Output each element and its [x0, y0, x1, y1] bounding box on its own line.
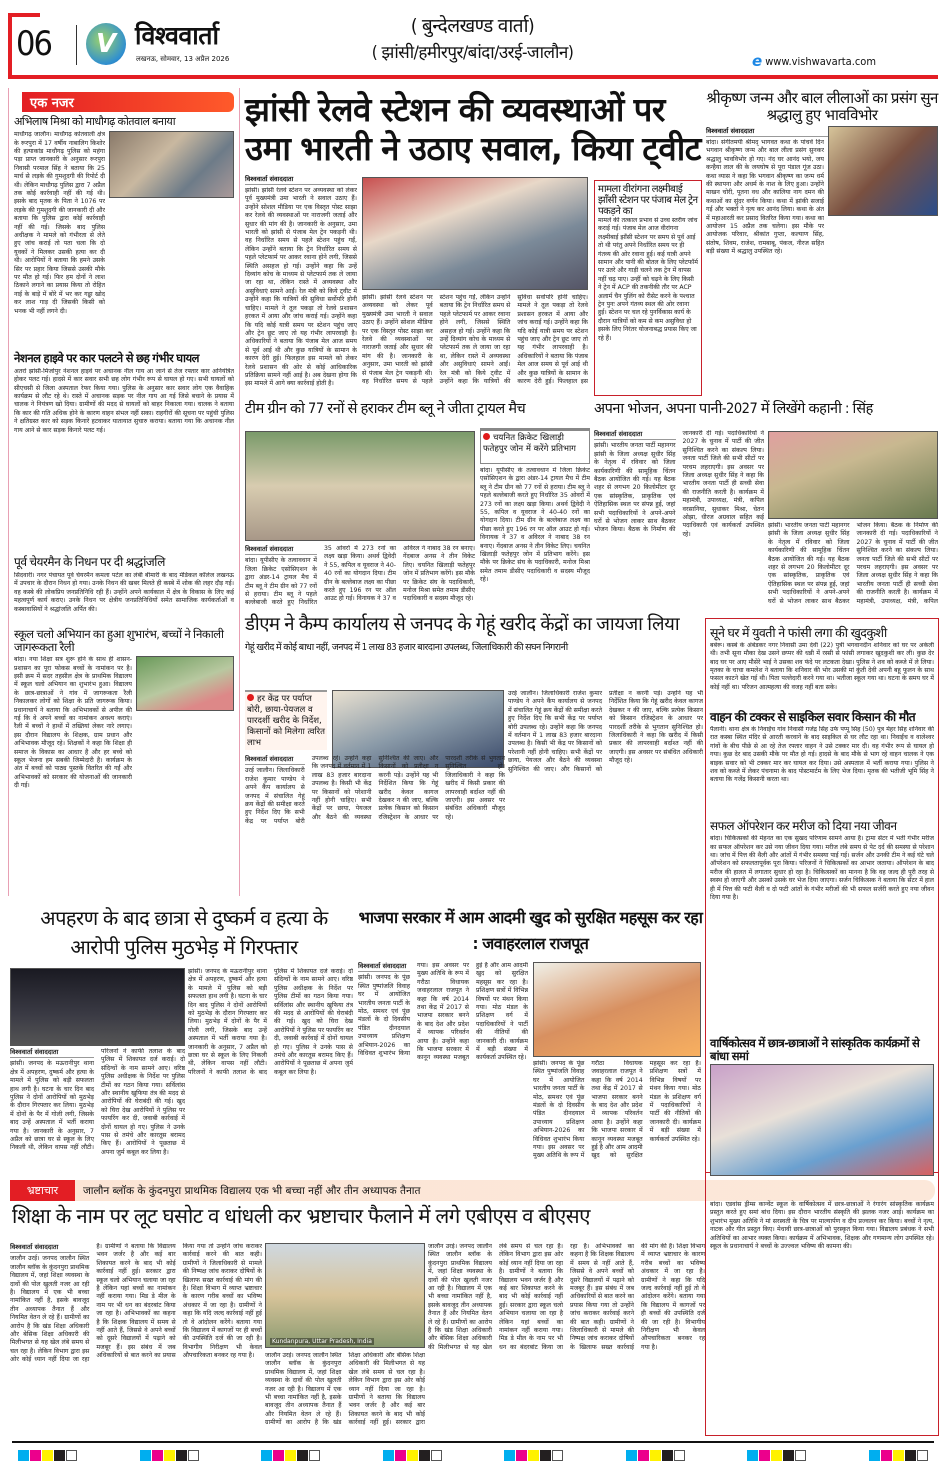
cricket-text-right: बांदा। यूपीसीए के तत्वावधान में जिला क्रिकेट एसोसिएशन के द्वारा अंडर-14 ट्रायल मैच में टीम ब्लू ने टीम ग्रीन को 77 रनों से हराया। टीम ब्लू ने पहले बल्लेबाजी करते हुए निर्धारित 35 ओवरों में 273 रनों का लक्ष्य खड़ा किया। अथर्व द्विवेदी ने 55, कपिल व यूवराज ने 40-40 रनों का योगदान दिया। टीम ग्रीन के बल्लेबाज लक्ष्य का पीछा करते हुए 196 रन पर ऑल आउट हो गई। विनायक ने 37 व अविरल ने नाबाद 38 रन बनाए। गेंदबाज अनस ने तीन विकेट लिए। चयनित खिलाड़ी फतेहपुर जोन में प्रतिभाग करेंगे। इस मौके पर क्रिकेट संघ के पदाधिकारी, मनोज मिश्रा समेत तमाम डीसीए पदाधिकारी व सदस्य मौजूद रहे। — [480, 467, 590, 584]
website-link[interactable]: e www.vishwavarta.com — [752, 52, 876, 70]
dm-headline: डीएम ने कैम्प कार्यालय से जनपद के गेहूं खरीद केंद्रों का जायजा लिया — [245, 614, 680, 635]
section-banner: एक नजर — [22, 92, 234, 112]
article-body: सिंदवारी। नगर पंचायत पूर्व चेयरमैन कमला पटेल का लंबी बीमारी के बाद मेडिकल कॉलेज लखनऊ में उपचार के दौरान निधन हो गया। उनके निधन की खबर मिलते ही कस्बे में शोक की लहर दौड़ गई। वह कस्बे की लोकप्रिय जनप्रतिनिधि रही हैं। उन्होंने अपने कार्यकाल में क्षेत्र के विकास के लिए कई महत्वपूर्ण कार्य कराए। उनके निधन पर क्षेत्रीय जनप्रतिनिधियों समेत सामाजिक कार्यकर्ताओं व कस्बावासियों ने श्रद्धांजलि अर्पित की। — [14, 571, 234, 613]
school-photo: Kundanpura, Uttar Pradesh, India — [265, 1243, 425, 1348]
divider — [76, 25, 77, 65]
browser-icon: e — [752, 52, 763, 70]
paper-name: विश्ववार्ता — [135, 21, 219, 50]
headline: अभिलाष मिश्रा को माधौगढ़ कोतवाल बनाया — [14, 115, 176, 128]
rally-photo — [136, 656, 234, 711]
article-body: बांदा। नया शिक्षा सत्र शुरू होने के साथ ही शासन-प्रशासन का पूरा फोकस बच्चों के नामांकन पर है। इसी क्रम में सदर तहसील क्षेत्र के प्राथमिक विद्यालय में स्कूल चलो अभियान का शुभारंभ हुआ। विद्यालय के छात्र-छात्राओं ने गांव में जागरूकता रैली निकालकर लोगों को शिक्षा के प्रति जागरूक किया। प्रधानाचार्य ने बताया कि अभिभावकों से अपील की गई कि वे अपने बच्चों का नामांकन अवश्य कराएं। रैली में बच्चों ने हाथों में तख्तियां लेकर नारे लगाए। इस दौरान विद्यालय के शिक्षक, ग्राम प्रधान और अभिभावक मौजूद रहे। शिक्षकों ने कहा कि शिक्षा ही समाज के विकास का आधार है और हर बच्चे को स्कूल भेजना हम सबकी जिम्मेदारी है। कार्यक्रम के अंत में बच्चों को पाठ्य पुस्तकें वितरित की गईं और अभिभावकों को सरकार की योजनाओं की जानकारी दी गई। — [14, 656, 132, 790]
color-marks — [261, 1450, 320, 1461]
apaharan-headline: अपहरण के बाद छात्रा से दुष्कर्म व हत्या के आरोपी पुलिस मुठभेड़ में गिरफ्तार — [40, 906, 328, 959]
left-column — [8, 88, 240, 896]
category-tag: भ्रष्टाचार — [10, 1180, 75, 1201]
header-rule — [8, 75, 938, 79]
cricket-highlight-box: चयनित क्रिकेट खिलाड़ी फतेहपुर जोन में करेंगे प्रतिभाग — [480, 428, 590, 464]
bhojan-article: विश्ववार्ता संवाददाता झांसी। भारतीय जनता पार्टी महानगर झांसी के जिला अध्यक्ष सुधीर सिंह के नेतृत्व में रविवार को जिला कार्यकारिणी की सामूहिक चिंतन बैठक आयोजित की गई। यह बैठक शहर से लगभग 20 किलोमीटर दूर एक सांस्कृतिक, प्राकृतिक एवं ऐतिहासिक स्थल पर संपन्न हुई, जहां सभी पदाधिकारियों ने अपने-अपने घरों से भोजन लाकर साथ बैठकर भोजन किया। बैठक के निर्माण की जानकारी दी गई। पदाधिकारियों ने 2027 के चुनाव में पार्टी की जीत सुनिश्चित करने का संकल्प लिया। जनता पार्टी जिले की सभी सीटों पर परचम लहराएगी। इस अवसर पर जिला अध्यक्ष सुधीर सिंह ने कहा कि भारतीय जनता पार्टी ही सच्ची सेवा की राजनीति करती है। कार्यक्रम में महामंत्री, उपाध्यक्ष, मंत्री, कपिल वरसानिया, सुधाकर मिश्रा, चेतन ओझा, धीरज अग्रवाल सहित कई पदाधिकारी एवं कार्यकर्ता उपस्थित रहे। — [594, 430, 764, 538]
corruption-kicker-bar: भ्रष्टाचार जालौन ब्लॉक के कुंदनपुरा प्राथमिक विद्यालय एक भी बच्चा नहीं और तीन अध्यापक तैनात — [10, 1180, 935, 1201]
color-marks — [747, 1450, 806, 1461]
edition-title: ( बुन्देलखण्ड वार्ता) — [410, 15, 535, 37]
apaharan-article-right: झांसी। जनपद के मऊरानीपुर थाना क्षेत्र में अपहरण, दुष्कर्म और हत्या के मामले में पुलिस को बड़ी सफलता हाथ लगी है। घटना के चार दिन बाद पुलिस ने दोनों आरोपियों को मुठभेड़ के दौरान गिरफ्तार कर लिया। मुठभेड़ में दोनों के पैर में गोली लगी, जिसके बाद उन्हें अस्पताल में भर्ती कराया गया है। जानकारी के अनुसार, 7 अप्रैल को छात्रा घर से स्कूल के लिए निकली थी, लेकिन वापस नहीं लौटी। परिजनों ने काफी तलाश के बाद पुलिस में शिकायत दर्ज कराई। दो संदिग्धों के नाम सामने आए। वरिष्ठ पुलिस अधीक्षक के निर्देश पर पुलिस टीमों का गठन किया गया। सर्विलांस और स्थानीय खुफिया तंत्र की मदद से आरोपियों की घेराबंदी की गई। खुद को घिरा देख आरोपियों ने पुलिस पर फायरिंग कर दी, जवाबी कार्रवाई में दोनों घायल हो गए। पुलिस ने उनके पास से तमंचे और कारतूस बरामद किए हैं। आरोपियों ने पूछताछ में अपना जुर्म कबूल कर लिया है। — [188, 968, 353, 1076]
bjp-article: विश्ववार्ता संवाददाता झांसी। जनपद के पूंछ स्थित पुष्पांजलि विवाह घर में आयोजित भारतीय जनता पार्टी के मोठ, समथर एवं पूंछ मंडलों के दो दिवसीय पंडित दीनदयाल उपाध्याय प्रशिक्षण अभियान-2026 का विधिवत शुभारंभ किया गया। इस अवसर पर मुख्य अतिथि के रूप में गरौठा विधायक जवाहरलाल राजपूत ने कहा कि वर्ष 2014 तथा केंद्र में 2017 से भाजपा सरकार बनने के बाद देश और प्रदेश में व्यापक परिवर्तन आया है। उन्होंने कहा कि भाजपा सरकार में कानून व्यवस्था मजबूत हुई है और आम आदमी खुद को सुरक्षित महसूस कर रहा है। प्रशिक्षण सत्रों में विभिन्न विषयों पर मंथन किया गया। मोठ मंडल के प्रशिक्षण वर्ग में पदाधिकारियों ने पार्टी की नीतियों की जानकारी दी। कार्यक्रम में बड़ी संख्या में कार्यकर्ता उपस्थित रहे। — [358, 962, 528, 1062]
cricket-photo — [245, 431, 475, 541]
bottom-rule — [12, 1441, 934, 1443]
bhagwat-katha-photo — [828, 126, 938, 216]
headline: नेशनल हाइवे पर कार पलटने से छह गंभीर घायल — [14, 351, 199, 366]
dm-subheadline: गेहूं खरीद में कोई बाधा नहीं, जनपद में 1 लाख 83 हजार बारदाना उपलब्ध, जिलाधिकारी की सघन निगरानी — [245, 642, 568, 653]
arrest-photo — [10, 968, 185, 1046]
train-photo — [362, 177, 588, 290]
krishna-story: श्रीकृष्ण जन्म और बाल लीलाओं का प्रसंग सुन श्रद्धालु हुए भावविभोर विश्ववार्ता संवाददाता बांदा। संगीतमयी श्रीमद् भागवत कथा के पांचवें दिन भगवान श्रीकृष्ण जन्म और बाल लीला प्रसंग सुनकर श्रद्धालु भावविभोर हो गए। नंद घर आनंद भयो, जय कन्हैया लाल की के जयघोष से पूरा पंडाल गूंज उठा। कथा व्यास ने कहा कि भगवान श्रीकृष्ण का जन्म धर्म की स्थापना और अधर्म के नाश के लिए हुआ। उन्होंने माखन चोरी, पूतना वध और कालिया नाग दमन की कथाओं का सुंदर वर्णन किया। कथा में झांकी सजाई गई और भक्तों ने नृत्य कर आनंद लिया। कथा के अंत में महाआरती कर प्रसाद वितरित किया गया। कथा का आयोजन 15 अप्रैल तक चलेगा। इस मौके पर आयोजक परिवार, श्रीकांत गुप्ता, कल्याण सिंह, संतोष, शिवम, राजेश, रामबाबू, पंकज, नीरज सहित बड़ी संख्या में श्रद्धालु उपस्थित रहे। — [706, 89, 938, 256]
color-marks — [869, 1450, 928, 1461]
corruption-article-mid: जालौन उरई। जनपद जालौन स्थित जालौन ब्लॉक के कुंदनपुरा प्राथमिक विद्यालय में, जहां शिक्षा व्यवस्था के दावों की पोल खुलती नजर आ रही है। विद्यालय में एक भी बच्चा नामांकित नहीं है, इसके बावजूद तीन अध्यापक तैनात हैं और नियमित वेतन ले रहे हैं। ग्रामीणों का आरोप है कि खंड शिक्षा अधिकारी और बेसिक शिक्षा अधिकारी की मिलीभगत से यह खेल लंबे समय से चल रहा है। लेकिन विभाग द्वारा इस ओर कोई ध्यान नहीं दिया जा रहा है। ग्रामीणों ने बताया कि विद्यालय भवन जर्जर है और कई बार शिकायत करने के बाद भी कोई कार्रवाई नहीं हुई। सरकार द्वारा — [265, 1352, 425, 1427]
logo-icon: V — [86, 23, 126, 65]
edition-regions: ( झांसी/हमीरपुर/बांदा/उरई-जालौन) — [371, 43, 574, 63]
bullet-icon — [483, 433, 490, 440]
cricket-headline: टीम ग्रीन को 77 रनों से हराकर टीम ब्लू ने जीता ट्रायल मैच — [245, 401, 526, 417]
article-body: माधौगढ़ जालौन। माधौगढ़ कोतवाली क्षेत्र के रूरपुरा में 17 वर्षीय नाबालिग किशोर की हत्याकांड माधौगढ़ पुलिस को महंगा पड़ा प्राप्त जानकारी के अनुसार रूरपुरा निवासी परमाल सिंह ने बताया कि 25 मार्च से लड़के की गुमशुदगी की रिपोर्ट दी थी। लेकिन माधौगढ़ पुलिस द्वारा 7 अप्रैल तक कोई कार्रवाही नहीं की गई थी। इसके बाद मृतक के पिता ने 1076 पर लड़के की गुमशुदगी की जानकारी दी और बताया कि पुलिस द्वारा कोई कार्रवाही नहीं की गई। जिसके बाद पुलिस अधीक्षक ने मामले को गंभीरता से लेते हुए जांच कराई तो पता चला कि दो युवकों ने मिलकर उसकी हत्या कर दी थी। आरोपियों ने बताया कि हमने उसके सिर पर प्रहार किया जिससे उसकी मौके पर मौत हो गई। फिर हम दोनों ने लाश ठिकाने लगाने का प्रयास किया तो रोहित नाई के बाड़े में बोरे में भर कर गड्ढा खोद कर लाश गाड़ दी जिसकी किसी को भनक भी नहीं लगने दी। — [14, 131, 105, 315]
lead-sidebar-box: मामला वीरांगना लक्ष्मीबाई झाँसी स्टेशन पर पंजाब मेल ट्रेन पकड़ने का मामले की तत्काल प्रभाव से उच्च स्तरीय जांच कराई गई। पंजाब मेल आज वीरांगना लक्ष्मीबाई झाँसी स्टेशन पर समय से पूर्व आई तो थी परंतु अपने निर्धारित समय पर ही गंतव्य की ओर रवाना हुई। कई यात्री अपने सामान और पानी की बोतल के लिए प्लेटफॉर्म पर उतरे और गाड़ी चलने तक ट्रेन में वापस नहीं चढ़ पाए। उन्हीं को चढ़ने के लिए किसी ने ट्रेन में ACP की तकनीकी तौर पर ACP अलार्म चैन पुलिंग को रीसेट करने के पश्चात ट्रेन पुनः अपने गंतव्य स्थल की ओर रवाना हुई। स्टेशन पर चल रहे पुनर्विकास कार्य के दौरान यात्रियों को कम से कम असुविधा हो इसके लिए निरंतर योजनाबद्ध प्रयास किए जा रहे हैं। — [594, 180, 702, 396]
dm-highlight-box: हर केंद्र पर पर्याप्त बोरी, छाया-पेयजल व पारदर्शी खरीद के निर्देश, किसानों को मिलेगा त्वरित लाभ — [245, 690, 327, 750]
headline: स्कूल चलो अभियान का हुआ शुभारंभ, बच्चों ने निकाली जागरूकता रैली — [14, 626, 224, 654]
bhojan-article-cont: झांसी। भारतीय जनता पार्टी महानगर झांसी के जिला अध्यक्ष सुधीर सिंह के नेतृत्व में रविवार को जिला कार्यकारिणी की सामूहिक चिंतन बैठक आयोजित की गई। यह बैठक शहर से लगभग 20 किलोमीटर दूर एक सांस्कृतिक, प्राकृतिक एवं ऐतिहासिक स्थल पर संपन्न हुई, जहां सभी पदाधिकारियों ने अपने-अपने घरों से भोजन लाकर साथ बैठकर भोजन किया। बैठक के निर्माण की जानकारी दी गई। पदाधिकारियों ने 2027 के चुनाव में पार्टी की जीत सुनिश्चित करने का संकल्प लिया। जनता पार्टी जिले की सभी सीटों पर परचम लहराएगी। इस अवसर पर जिला अध्यक्ष सुधीर सिंह ने कहा कि भारतीय जनता पार्टी ही सच्ची सेवा की राजनीति करती है। कार्यक्रम में महामंत्री, उपाध्यक्ष, मंत्री, कपिल — [768, 522, 938, 605]
page-header — [0, 0, 945, 78]
meeting-photo — [768, 431, 938, 519]
color-marks — [383, 1450, 442, 1461]
lead-headline: झांसी रेलवे स्टेशन की व्यवस्थाओं पर उमा भारती ने उठाए सवाल, किया ट्वीट — [245, 90, 701, 168]
dm-article: विश्ववार्ता संवाददाता उरई जालौन। जिलाधिकारी राजेश कुमार पाण्डेय ने अपने कैंप कार्यालय से जनपद में संचालित गेहूं क्रय केंद्रों की समीक्षा करते हुए निर्देश दिए कि सभी केंद्र पर पर्याप्त बोरी उपलब्ध रहे। उन्होंने कहा कि जनपद में वर्तमान में 1 लाख 83 हजार बारदाना उपलब्ध है। किसी भी केंद्र पर किसानों को परेशानी नहीं होनी चाहिए। सभी केंद्रों पर छाया, पेयजल और बैठने की व्यवस्था सुनिश्चित की जाए। और किसानों को प्रतीक्षा न करनी पड़े। उन्होंने यह भी निर्देशित किया कि गेहूं खरीद केवल कागज देखकर न की जाए, बल्कि प्रत्येक किसान को किसान रजिस्ट्रेशन के आधार पर पारदर्शी तरीके से भुगतान सुनिश्चित हो। जिलाधिकारी ने कहा कि खरीद में किसी प्रकार की लापरवाही बर्दाश्त नहीं की जाएगी। इस अवसर पर संबंधित अधिकारी मौजूद रहे। — [245, 755, 505, 825]
annual-function-article: बांदा। एडवांस ड्रीम्स कान्वेंट स्कूल के वार्षिकोत्सव में छात्र-छात्राओं ने रंगारंग सांस्कृतिक कार्यक्रम प्रस्तुत करते हुए समां बांध दिया। इस दौरान भारतीय संस्कृति की झलक नजर आई। कार्यक्रम का शुभारंभ मुख्य अतिथि ने मां सरस्वती के चित्र पर माल्यार्पण व दीप प्रज्वलन कर किया। बच्चों ने नृत्य, नाटक और गीत प्रस्तुत किए। मेधावी छात्र-छात्राओं को पुरस्कृत किया गया। विद्यालय प्रबंधक ने सभी अतिथियों का आभार व्यक्त किया। कार्यक्रम में अभिभावक, शिक्षक और गणमान्य लोग उपस्थित रहे। स्कूल के प्रधानाचार्य ने बच्चों के उज्ज्वल भविष्य की कामना की। — [705, 1173, 939, 1436]
corruption-article: विश्ववार्ता संवाददाता जालौन उरई। जनपद जालौन स्थित जालौन ब्लॉक के कुंदनपुरा प्राथमिक विद्यालय में, जहां शिक्षा व्यवस्था के दावों की पोल खुलती नजर आ रही है। विद्यालय में एक भी बच्चा नामांकित नहीं है, इसके बावजूद तीन अध्यापक तैनात हैं और नियमित वेतन ले रहे हैं। ग्रामीणों का आरोप है कि खंड शिक्षा अधिकारी और बेसिक शिक्षा अधिकारी की मिलीभगत से यह खेल लंबे समय से चल रहा है। लेकिन विभाग द्वारा इस ओर कोई ध्यान नहीं दिया जा रहा है। ग्रामीणों ने बताया कि विद्यालय भवन जर्जर है और कई बार शिकायत करने के बाद भी कोई कार्रवाई नहीं हुई। सरकार द्वारा स्कूल चलो अभियान चलाया जा रहा है लेकिन यहां बच्चों का नामांकन नहीं कराया गया। मिड डे मील के नाम पर भी धन का बंदरबांट किया जा रहा है। अभिभावकों का कहना है कि शिक्षक विद्यालय में समय से नहीं आते हैं, जिससे वे अपने बच्चों को दूसरे विद्यालयों में पढ़ाने को मजबूर हैं। इस संबंध में जब अधिकारियों से बात करने का प्रयास किया गया तो उन्होंने जांच कराकर कार्रवाई करने की बात कही। ग्रामीणों ने जिलाधिकारी से मामले की निष्पक्ष जांच कराकर दोषियों के खिलाफ सख्त कार्रवाई की मांग की है। शिक्षा विभाग में व्याप्त भ्रष्टाचार के कारण गरीब बच्चों का भविष्य अंधकार में जा रहा है। ग्रामीणों ने कहा कि यदि जल्द कार्रवाई नहीं हुई तो वे आंदोलन करेंगे। बताया गया कि विद्यालय में कागजों पर ही बच्चों की उपस्थिति दर्ज की जा रही है। विभागीय निरीक्षण भी केवल औपचारिकता बनकर रह गया है। — [10, 1243, 262, 1364]
bullet-icon — [247, 694, 254, 701]
color-marks — [140, 1450, 199, 1461]
lead-article-cont: झांसी। झांसी रेलवे स्टेशन पर अव्यवस्था को लेकर पूर्व मुख्यमंत्री उमा भारती ने सवाल उठाए हैं। उन्होंने सोशल मीडिया पर एक विस्तृत पोस्ट साझा कर रेलवे की व्यवस्थाओं पर नाराजगी जताई और सुधार की मांग की है। जानकारी के अनुसार, उमा भारती को झांसी से पंजाब मेल ट्रेन पकड़नी थी। वह निर्धारित समय से पहले स्टेशन पहुंच गईं, लेकिन उन्होंने बताया कि ट्रेन निर्धारित समय से पहले प्लेटफार्म पर आकर रवाना होने लगी, जिससे स्थिति असहज हो गई। उन्होंने कहा कि उन्हें दिव्यांग कोच के माध्यम से प्लेटफार्म तक ले जाया जा रहा था, लेकिन रास्ते में अव्यवस्था और असुविधाएं सामने आईं। रेल मंत्री को किये ट्वीट में उन्होंने कहा कि यात्रियों की सुविधा सर्वोपरि होनी चाहिए। मामले ने तूल पकड़ा तो रेलवे प्रशासन हरकत में आया और जांच कराई गई। उन्होंने कहा कि यदि कोई यात्री समय पर स्टेशन पहुंच जाए और ट्रेन छूट जाए तो यह गंभीर लापरवाही है। अधिकारियों ने बताया कि पंजाब मेल आज समय से पूर्व आई थी और कुछ यात्रियों के सामान के कारण देरी हुई। फिलहाल इस — [362, 294, 588, 386]
lead-article: विश्ववार्ता संवाददाता झांसी। झांसी रेलवे स्टेशन पर अव्यवस्था को लेकर पूर्व मुख्यमंत्री उमा भारती ने सवाल उठाए हैं। उन्होंने सोशल मीडिया पर एक विस्तृत पोस्ट साझा कर रेलवे की व्यवस्थाओं पर नाराजगी जताई और सुधार की मांग की है। जानकारी के अनुसार, उमा भारती को झांसी से पंजाब मेल ट्रेन पकड़नी थी। वह निर्धारित समय से पहले स्टेशन पहुंच गईं, लेकिन उन्होंने बताया कि ट्रेन निर्धारित समय से पहले प्लेटफार्म पर आकर रवाना होने लगी, जिससे स्थिति असहज हो गई। उन्होंने कहा कि उन्हें दिव्यांग कोच के माध्यम से प्लेटफार्म तक ले जाया जा रहा था, लेकिन रास्ते में अव्यवस्था और असुविधाएं सामने आईं। रेल मंत्री को किये ट्वीट में उन्होंने कहा कि यात्रियों की सुविधा सर्वोपरि होनी चाहिए। मामले ने तूल पकड़ा तो रेलवे प्रशासन हरकत में आया और जांच कराई गई। उन्होंने कहा कि यदि कोई यात्री समय पर स्टेशन पहुंच जाए और ट्रेन छूट जाए तो यह गंभीर लापरवाही है। अधिकारियों ने बताया कि पंजाब मेल आज समय से पूर्व आई थी और कुछ यात्रियों के सामान के कारण देरी हुई। फिलहाल इस मामले को लेकर रेलवे प्रशासन की ओर से कोई आधिकारिक प्रतिक्रिया सामने नहीं आई है। अब देखना होगा कि इस मामले में आगे क्या कार्रवाई होती है। — [245, 175, 357, 388]
corruption-headline: शिक्षा के नाम पर लूट घसोट व धांधली कर भ्रष्टाचार फैलाने में लगे एबीएस व बीएसए — [12, 1204, 590, 1228]
color-marks — [18, 1450, 77, 1461]
right-news-column: सूने घर में युवती ने फांसी लगा की खुदकुशी बबेरू। कस्बे के अंबेडकर नगर निवासी उमा देवी (22) पुत्री भगवानदीन शनिवार को घर पर अकेली थी। तभी सूना मौका देख उसने छप्पर की धन्नी में रस्सी से फांसी लगाकर खुदकुशी कर ली। कुछ देर बाद घर पर आए मौसेरे भाई ने उसका शव फंदे पर लटकता देखा। पुलिस ने शव को कब्जे में ले लिया। मृतका के चाचा कमलेश ने बताया कि शनिवार की भोर उसकी मां कुंती देवी अपनी बहू फूलन के साथ फसल काटने खेत गई थी। पिता पल्लेदारी करने गया था। भतीजा स्कूल गया था। घटना के समय घर में कोई नहीं था। परिजन आत्महत्या की वजह नहीं बता सके। वाहन की टक्कर से साइकिल सवार किसान की मौत पैलानी। थाना क्षेत्र के निवाईंच गांव निवासी गजेंद्र सिंह उर्फ पप्पू सिंह (50) पुत्र मेहर सिंह शनिवार की रात कस्बा स्थित मंदिर से आरती करवाने के बाद साइकिल से घर लौट रहा था। निवाईंच व वालेश्वर गांवों के बीच पीछे से आ रहे तेज रफ्तार वाहन ने उसे टक्कर मार दी। वह गंभीर रूप से घायल हो गया। कुछ देर बाद उसकी मौके पर मौत हो गई। हादसे के बाद मौके से भाग रहे वाहन चालक ने एक बाइक सवार को भी टक्कर मार कर घायल कर दिया। उसे अस्पताल में भर्ती कराया गया। पुलिस ने शव को कब्जे में लेकर पंचनामा के बाद पोस्टमार्टम के लिए भेज दिया। मृतक की भतीजी भूमि सिंह ने बताया कि गजेंद्र किसानी करता था। सफल ऑपरेशन कर मरीज को दिया नया जीवन बांदा। चिकित्सकों की मेहनत का एक सुखद परिणाम सामने आया है। ट्रामा सेंटर में भर्ती गंभीर मरीज का सफल ऑपरेशन कर उसे नया जीवन दिया गया। मरीज लंबे समय से पेट दर्द की समस्या से परेशान था। जांच में पित्त की थैली और आंतों में गंभीर समस्या पाई गई। सर्जन और उनकी टीम ने कई घंटे चले ऑपरेशन को सफलतापूर्वक पूरा किया। परिजनों ने चिकित्सकों का आभार जताया। ऑपरेशन के बाद मरीज की हालत में लगातार सुधार हो रहा है। चिकित्सकों का मानना है कि वह जल्द ही पूरी तरह से स्वस्थ हो जाएगी और उसको उसके घर भेज दिया जाएगा। सर्जन चिकित्सक ने बताया कि सेंटर में हाल ही में पित्त की फटी थैली व दो फटी आंतों के गंभीर मरीजों की भी सफल सर्जरी करते हुए नया जीवन दिया गया है। वार्षिकोत्सव में छात्र-छात्राओं ने सांस्कृतिक कार्यक्रमों से बांधा समां — [705, 618, 939, 1173]
dm-article-right: उरई जालौन। जिलाधिकारी राजेश कुमार पाण्डेय ने अपने कैंप कार्यालय से जनपद में संचालित गेहूं क्रय केंद्रों की समीक्षा करते हुए निर्देश दिए कि सभी केंद्र पर पर्याप्त बोरी उपलब्ध रहे। उन्होंने कहा कि जनपद में वर्तमान में 1 लाख 83 हजार बारदाना उपलब्ध है। किसी भी केंद्र पर किसानों को परेशानी नहीं होनी चाहिए। सभी केंद्रों पर छाया, पेयजल और बैठने की व्यवस्था सुनिश्चित की जाए। और किसानों को प्रतीक्षा न करनी पड़े। उन्होंने यह भी निर्देशित किया कि गेहूं खरीद केवल कागज देखकर न की जाए, बल्कि प्रत्येक किसान को किसान रजिस्ट्रेशन के आधार पर पारदर्शी तरीके से भुगतान सुनिश्चित हो। जिलाधिकारी ने कहा कि खरीद में किसी प्रकार की लापरवाही बर्दाश्त नहीं की जाएगी। इस अवसर पर संबंधित अधिकारी मौजूद रहे। — [508, 690, 703, 773]
dateline: लखनऊ, सोमवार, 13 अप्रैल 2026 — [136, 55, 230, 63]
bhojan-headline: अपना भोजन, अपना पानी-2027 में लिखेंगे कहानी : सिंह — [594, 401, 873, 417]
article-body: अतर्रा झांसी-मिर्जापुर नेशनल हाइवे पर अचानक नील गाय आ जाने से तेज रफ्तार कार अनियंत्रित होकर पलट गई। हादसे में कार सवार सभी छह लोग गंभीर रूप से घायल हो गए। सभी घायलों को सीएचसी से जिला अस्पताल रेफर किया गया। पुलिस के अनुसार कार सवार लोग एक वैवाहिक कार्यक्रम से लौट रहे थे। रास्ते में अचानक सड़क पर नील गाय आ गई जिसे बचाने के प्रयास में चालक ने नियंत्रण खो दिया। ग्रामीणों की मदद से घायलों को बाहर निकाला गया। चालक ने बताया कि कार की गति अधिक होने के कारण वाहन संभल नहीं सका। राहगीरों की सूचना पर पहुंची पुलिस ने क्षतिग्रस्त कार को सड़क किनारे हटवाकर यातायात सुचारु कराया। बताया गया कि अचानक नील गाय आने से कार सड़क किनारे पलट गई। — [14, 367, 234, 434]
color-registration-strip — [18, 1450, 928, 1461]
bjp-headline: भाजपा सरकार में आम आदमी खुद को सुरक्षित महसूस कर रहा : जवाहरलाल राजपूत — [358, 908, 703, 953]
police-photo — [109, 131, 234, 198]
page-number: 06 — [16, 24, 51, 64]
annual-function-photo — [710, 1064, 934, 1176]
cricket-article: विश्ववार्ता संवाददाता बांदा। यूपीसीए के तत्वावधान में जिला क्रिकेट एसोसिएशन के द्वारा अंडर-14 ट्रायल मैच में टीम ब्लू ने टीम ग्रीन को 77 रनों से हराया। टीम ब्लू ने पहले बल्लेबाजी करते हुए निर्धारित 35 ओवरों में 273 रनों का लक्ष्य खड़ा किया। अथर्व द्विवेदी ने 55, कपिल व यूवराज ने 40-40 रनों का योगदान दिया। टीम ग्रीन के बल्लेबाज लक्ष्य का पीछा करते हुए 196 रन पर ऑल आउट हो गई। विनायक ने 37 व अविरल ने नाबाद 38 रन बनाए। गेंदबाज अनस ने तीन विकेट लिए। चयनित खिलाड़ी फतेहपुर जोन में प्रतिभाग करेंगे। इस मौके पर क्रिकेट संघ के पदाधिकारी, मनोज मिश्रा समेत तमाम डीसीए पदाधिकारी व सदस्य मौजूद रहे। — [245, 545, 475, 607]
corruption-article-right: जालौन उरई। जनपद जालौन स्थित जालौन ब्लॉक के कुंदनपुरा प्राथमिक विद्यालय में, जहां शिक्षा व्यवस्था के दावों की पोल खुलती नजर आ रही है। विद्यालय में एक भी बच्चा नामांकित नहीं है, इसके बावजूद तीन अध्यापक तैनात हैं और नियमित वेतन ले रहे हैं। ग्रामीणों का आरोप है कि खंड शिक्षा अधिकारी और बेसिक शिक्षा अधिकारी की मिलीभगत से यह खेल लंबे समय से चल रहा है। लेकिन विभाग द्वारा इस ओर कोई ध्यान नहीं दिया जा रहा है। ग्रामीणों ने बताया कि विद्यालय भवन जर्जर है और कई बार शिकायत करने के बाद भी कोई कार्रवाई नहीं हुई। सरकार द्वारा स्कूल चलो अभियान चलाया जा रहा है लेकिन यहां बच्चों का नामांकन नहीं कराया गया। मिड डे मील के नाम पर भी धन का बंदरबांट किया जा रहा है। अभिभावकों का कहना है कि शिक्षक विद्यालय में समय से नहीं आते हैं, जिससे वे अपने बच्चों को दूसरे विद्यालयों में पढ़ाने को मजबूर हैं। इस संबंध में जब अधिकारियों से बात करने का प्रयास किया गया तो उन्होंने जांच कराकर कार्रवाई करने की बात कही। ग्रामीणों ने जिलाधिकारी से मामले की निष्पक्ष जांच कराकर दोषियों के खिलाफ सख्त कार्रवाई की मांग की है। शिक्षा विभाग में व्याप्त भ्रष्टाचार के कारण गरीब बच्चों का भविष्य अंधकार में जा रहा है। ग्रामीणों ने कहा कि यदि जल्द कार्रवाई नहीं हुई तो वे आंदोलन करेंगे। बताया गया कि विद्यालय में कागजों पर ही बच्चों की उपस्थिति दर्ज की जा रही है। विभागीय निरीक्षण भी केवल औपचारिकता बनकर रह गया है। — [428, 1243, 705, 1351]
bjp-article-cont: झांसी। जनपद के पूंछ स्थित पुष्पांजलि विवाह घर में आयोजित भारतीय जनता पार्टी के मोठ, समथर एवं पूंछ मंडलों के दो दिवसीय पंडित दीनदयाल उपाध्याय प्रशिक्षण अभियान-2026 का विधिवत शुभारंभ किया गया। इस अवसर पर मुख्य अतिथि के रूप में गरौठा विधायक जवाहरलाल राजपूत ने कहा कि वर्ष 2014 तथा केंद्र में 2017 से भाजपा सरकार बनने के बाद देश और प्रदेश में व्यापक परिवर्तन आया है। उन्होंने कहा कि भाजपा सरकार में कानून व्यवस्था मजबूत हुई है और आम आदमी खुद को सुरक्षित महसूस कर रहा है। प्रशिक्षण सत्रों में विभिन्न विषयों पर मंथन किया गया। मोठ मंडल के प्रशिक्षण वर्ग में पदाधिकारियों ने पार्टी की नीतियों की जानकारी दी। कार्यक्रम में बड़ी संख्या में कार्यकर्ता उपस्थित रहे। — [533, 1060, 701, 1160]
color-marks — [504, 1450, 563, 1461]
apaharan-article: विश्ववार्ता संवाददाता झांसी। जनपद के मऊरानीपुर थाना क्षेत्र में अपहरण, दुष्कर्म और हत्या के मामले में पुलिस को बड़ी सफलता हाथ लगी है। घटना के चार दिन बाद पुलिस ने दोनों आरोपियों को मुठभेड़ के दौरान गिरफ्तार कर लिया। मुठभेड़ में दोनों के पैर में गोली लगी, जिसके बाद उन्हें अस्पताल में भर्ती कराया गया है। जानकारी के अनुसार, 7 अप्रैल को छात्रा घर से स्कूल के लिए निकली थी, लेकिन वापस नहीं लौटी। परिजनों ने काफी तलाश के बाद पुलिस में शिकायत दर्ज कराई। दो संदिग्धों के नाम सामने आए। वरिष्ठ पुलिस अधीक्षक के निर्देश पर पुलिस टीमों का गठन किया गया। सर्विलांस और स्थानीय खुफिया तंत्र की मदद से आरोपियों की घेराबंदी की गई। खुद को घिरा देख आरोपियों ने पुलिस पर फायरिंग कर दी, जवाबी कार्रवाई में दोनों घायल हो गए। पुलिस ने उनके पास से तमंचे और कारतूस बरामद किए हैं। आरोपियों ने पूछताछ में अपना जुर्म कबूल कर लिया है। — [10, 1048, 185, 1156]
color-marks — [626, 1450, 685, 1461]
bjp-speaker-photo — [533, 962, 701, 1057]
headline: पूर्व चेयरमैन के निधन पर दी श्रद्धांजलि — [14, 554, 165, 569]
